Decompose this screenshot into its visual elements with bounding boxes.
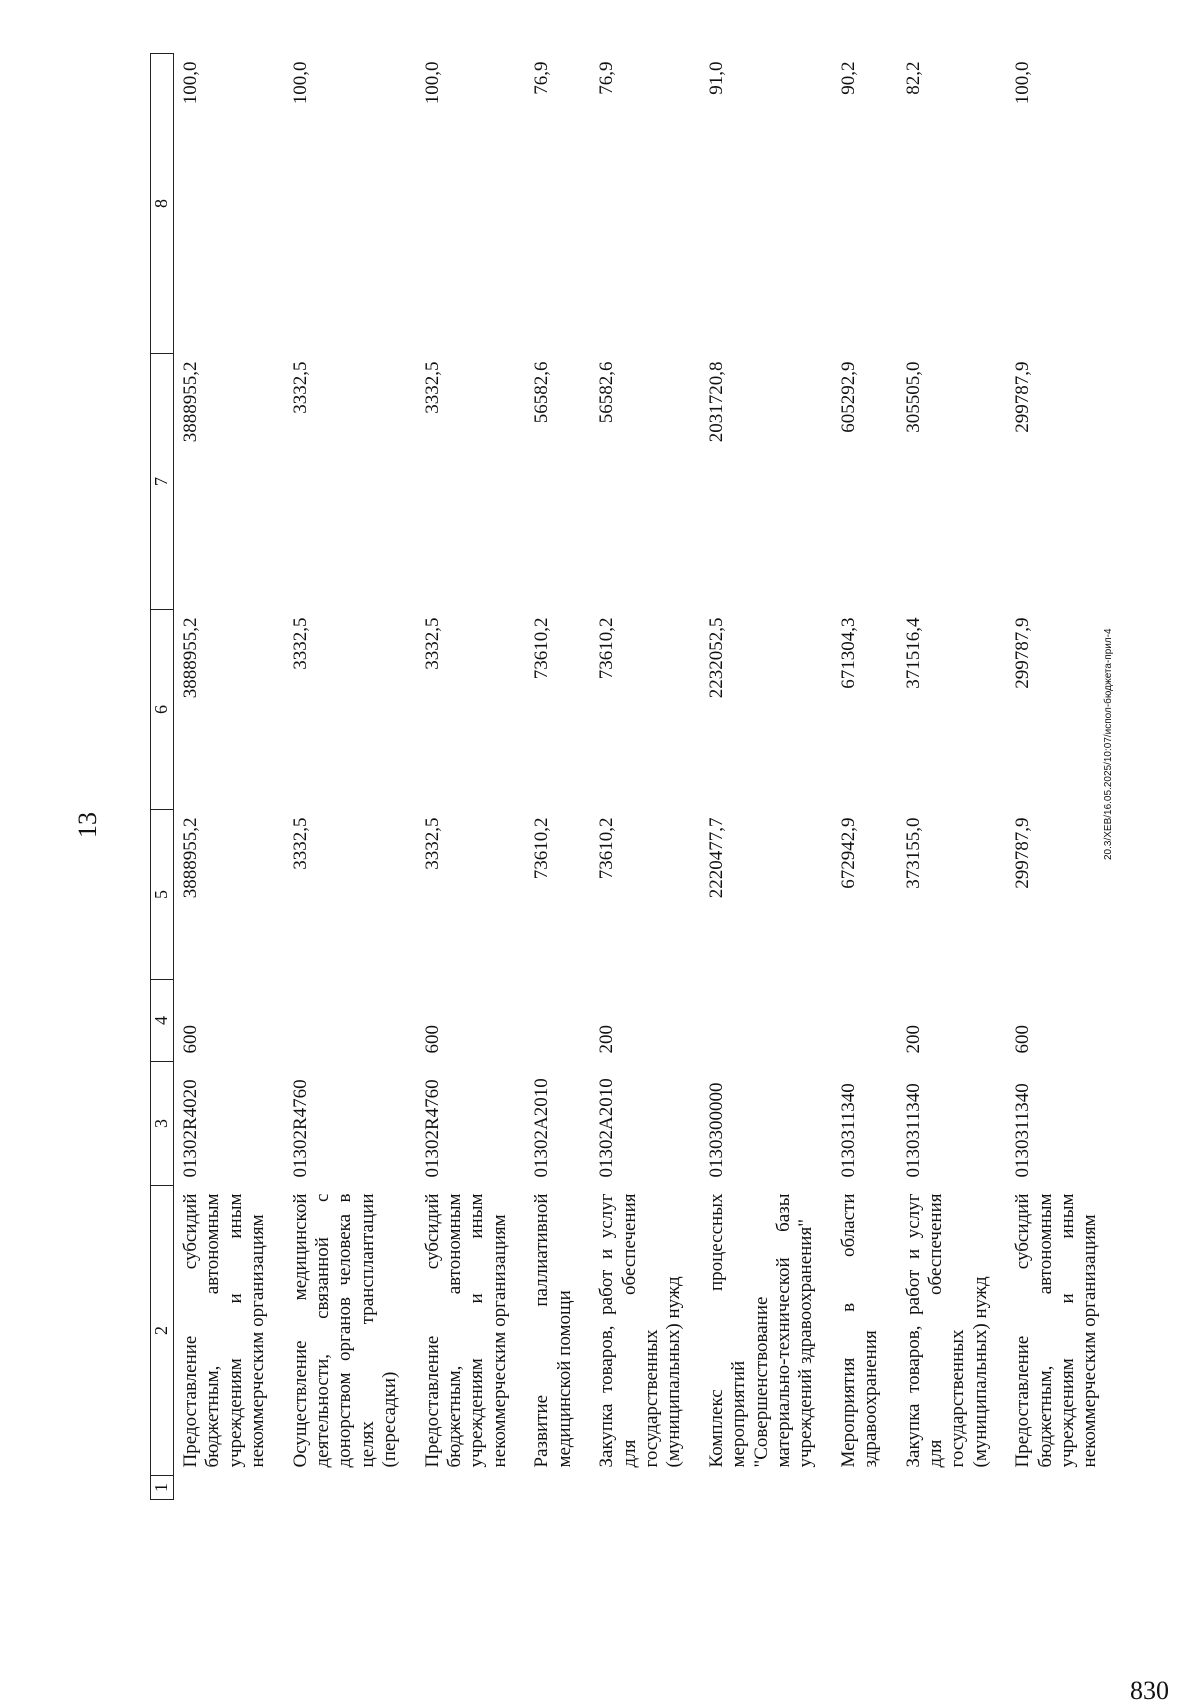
row-col-5: 373155,0	[902, 817, 924, 889]
row-kvr: 200	[902, 1025, 924, 1054]
row-col-6: 2232052,5	[705, 617, 727, 699]
row-col-5: 2220477,7	[705, 817, 727, 899]
row-code: 01302A2010	[531, 1078, 553, 1178]
row-col-6: 371516,4	[902, 617, 924, 689]
table-row	[284, 54, 416, 1500]
row-col-1	[416, 1476, 526, 1500]
row-name: Предоставление субсидий бюджетным, автономным учреждениям и иным некоммерческим организациям	[180, 1193, 269, 1468]
table-header	[151, 54, 174, 1500]
row-name: Предоставление субсидий бюджетным, автономным учреждениям и иным некоммерческим организациям	[421, 1193, 510, 1468]
row-kvr: 600	[1012, 1025, 1034, 1054]
row-col-5: 73610,2	[596, 817, 618, 880]
row-col-7: 305505,0	[902, 361, 924, 433]
row-col-1	[897, 1476, 1007, 1500]
row-col-6: 3332,5	[421, 617, 443, 670]
header-col-6: 6	[151, 610, 174, 810]
row-code: 0130311340	[902, 1083, 924, 1178]
row-col-1	[832, 1476, 897, 1500]
row-col-7: 3332,5	[421, 361, 443, 414]
table-row	[897, 54, 1007, 1500]
table-row	[174, 54, 284, 1500]
row-kvr	[700, 980, 832, 1062]
table-row	[1006, 54, 1116, 1500]
table-row	[525, 54, 590, 1500]
row-col-5: 299787,9	[1012, 817, 1034, 889]
header-col-2: 2	[151, 1186, 174, 1476]
row-col-8: 76,9	[596, 61, 618, 95]
row-col-6: 299787,9	[1012, 617, 1034, 689]
row-col-1	[284, 1476, 416, 1500]
row-name: Закупка товаров, работ и услуг для обеспечения государственных (муниципальных) нужд	[596, 1193, 685, 1468]
row-code: 01302R4760	[421, 1079, 443, 1178]
document-number: 830	[1130, 1676, 1169, 1705]
row-code: 0130311340	[837, 1083, 859, 1178]
footer-file-path: 20.3/ХЕВ/16.05.2025/10:07/испол-бюджета-прил-4	[1103, 628, 1114, 860]
row-col-1	[1006, 1476, 1116, 1500]
table-row	[590, 54, 700, 1500]
row-col-7: 3332,5	[289, 361, 311, 414]
table-row	[700, 54, 832, 1500]
row-col-5: 3888955,2	[180, 817, 201, 899]
row-col-1	[525, 1476, 590, 1500]
row-col-8: 82,2	[902, 61, 924, 95]
table-body	[174, 54, 1116, 1500]
row-col-7: 56582,6	[531, 361, 553, 424]
row-col-1	[590, 1476, 700, 1500]
row-col-8: 100,0	[421, 61, 443, 105]
row-col-6: 671304,3	[837, 617, 859, 689]
row-col-5: 672942,9	[837, 817, 859, 889]
table-row	[416, 54, 526, 1500]
row-name: Развитие паллиативной медицинской помощи	[531, 1193, 575, 1468]
row-col-7: 3888955,2	[180, 361, 201, 443]
row-code: 0130311340	[1012, 1083, 1034, 1178]
row-col-8: 100,0	[180, 61, 201, 105]
row-kvr	[284, 980, 416, 1062]
row-name: Осуществление медицинской деятельности, связанной с донорством органов человека в целях трансплантации (пересадки)	[289, 1193, 401, 1468]
row-code: 01302R4760	[289, 1079, 311, 1178]
header-col-1: 1	[151, 1476, 174, 1500]
header-row	[151, 54, 174, 1500]
header-col-4: 4	[151, 980, 174, 1062]
header-col-5: 5	[151, 810, 174, 980]
row-kvr	[525, 980, 590, 1062]
row-col-8: 76,9	[531, 61, 553, 95]
budget-table-rotated	[150, 54, 1101, 1500]
row-col-8: 100,0	[1012, 61, 1034, 105]
header-col-8: 8	[151, 54, 174, 354]
row-name: Закупка товаров, работ и услуг для обеспечения государственных (муниципальных) нужд	[902, 1193, 991, 1468]
row-code: 01302A2010	[596, 1078, 618, 1178]
row-col-7: 299787,9	[1012, 361, 1034, 433]
row-col-8: 91,0	[705, 61, 727, 95]
row-col-8: 90,2	[837, 61, 859, 95]
row-name: Мероприятия в области здравоохранения	[837, 1193, 882, 1468]
budget-table	[150, 53, 1116, 1500]
row-kvr: 600	[421, 1025, 443, 1054]
table-row	[832, 54, 897, 1500]
header-col-3: 3	[151, 1062, 174, 1186]
row-col-1	[700, 1476, 832, 1500]
row-col-8: 100,0	[289, 61, 311, 105]
row-col-1	[174, 1476, 284, 1500]
row-col-6: 3332,5	[289, 617, 311, 670]
row-col-5: 73610,2	[531, 817, 553, 880]
row-col-6: 73610,2	[596, 617, 618, 680]
row-col-5: 3332,5	[421, 817, 443, 870]
row-col-7: 605292,9	[837, 361, 859, 433]
row-kvr: 200	[596, 1025, 618, 1054]
row-col-6: 3888955,2	[180, 617, 201, 699]
row-name: Предоставление субсидий бюджетным, автономным учреждениям и иным некоммерческим организациям	[1012, 1193, 1101, 1468]
header-col-7: 7	[151, 354, 174, 610]
row-code: 01302R4020	[180, 1079, 201, 1178]
row-col-7: 56582,6	[596, 361, 618, 424]
row-col-5: 3332,5	[289, 817, 311, 870]
row-name: Комплекс процессных мероприятий "Совершенствование материально-технической базы учреждений здравоохранения"	[705, 1193, 817, 1468]
row-col-6: 73610,2	[531, 617, 553, 680]
row-code: 0130300000	[705, 1082, 727, 1178]
row-kvr	[832, 980, 897, 1062]
page-number: 13	[73, 812, 102, 838]
row-col-7: 2031720,8	[705, 361, 727, 443]
row-kvr: 600	[180, 1025, 201, 1054]
